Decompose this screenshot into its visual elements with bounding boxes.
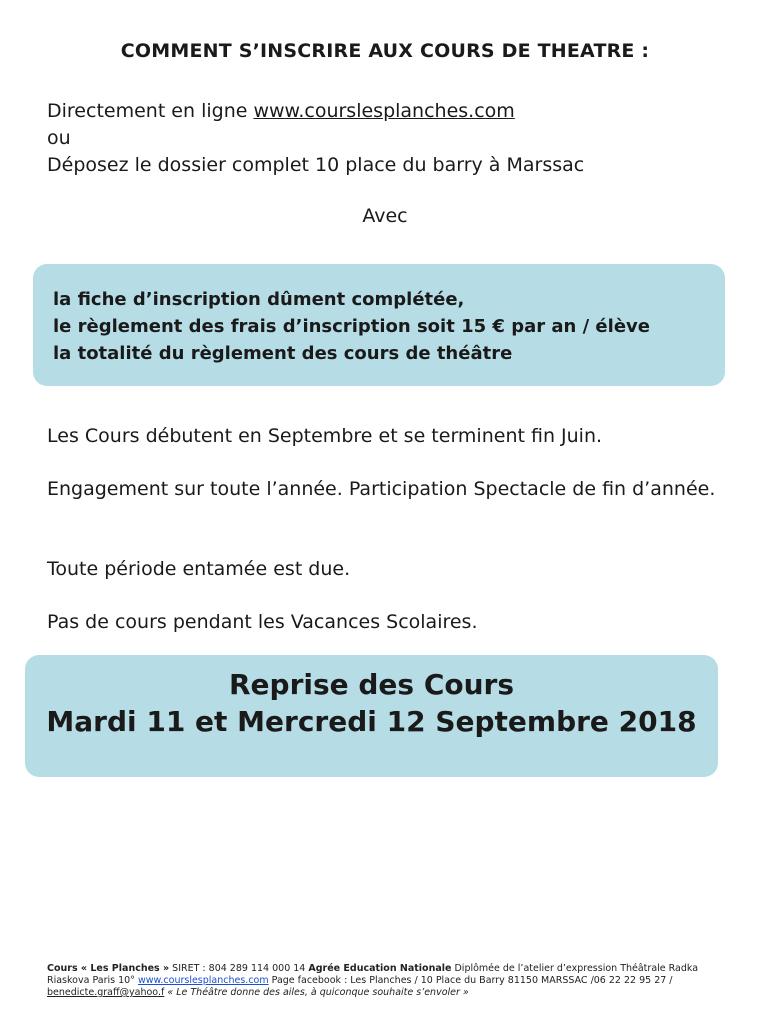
footer-quote: « Le Théâtre donne des ailes, à quiconque souhaite s’envoler »: [164, 987, 469, 998]
requirements-box: [33, 264, 725, 386]
info-start-end: Les Cours débutent en Septembre et se terminent fin Juin.: [47, 425, 603, 447]
intro-block: [47, 98, 584, 179]
intro-line-online: [47, 98, 584, 125]
footer-facebook-address: Page facebook : Les Planches / 10 Place du Barry 81150 MARSSAC /06 22 22 95 27 /: [268, 975, 673, 986]
info-period-due: Toute période entamée est due.: [47, 558, 351, 580]
footer-diplome: Diplômée de l’atelier d’expression Théâtrale Radka Riaskova Paris 10°: [47, 963, 699, 986]
footer-agree: Agrée Education Nationale: [308, 963, 452, 974]
requirement-item: le règlement des frais d’inscription soit 15 € par an / élève: [53, 316, 650, 337]
reprise-dates: Mardi 11 et Mercredi 12 Septembre 2018: [46, 705, 697, 738]
website-link[interactable]: www.courslesplanches.com: [253, 100, 515, 122]
footer-website-link[interactable]: www.courslesplanches.com: [137, 975, 269, 986]
intro-or: ou: [47, 127, 71, 149]
intro-online-label: Directement en ligne: [47, 100, 254, 122]
footer-siret: SIRET : 804 289 114 000 14: [169, 963, 309, 974]
footer: [47, 963, 707, 999]
requirement-item: la fiche d’inscription dûment complétée,: [53, 289, 465, 310]
avec-label: Avec: [362, 205, 408, 227]
footer-email-link[interactable]: benedicte.graff@yahoo.f: [47, 987, 165, 998]
info-engagement: Engagement sur toute l’année. Participation Spectacle de fin d’année.: [47, 478, 716, 500]
info-holidays: Pas de cours pendant les Vacances Scolaires.: [47, 611, 478, 633]
footer-name: Cours « Les Planches »: [47, 963, 170, 974]
requirement-item: la totalité du règlement des cours de théâtre: [53, 343, 513, 364]
reprise-title: Reprise des Cours: [228, 668, 515, 701]
reprise-box: [25, 655, 718, 777]
intro-deposit: Déposez le dossier complet 10 place du barry à Marssac: [47, 154, 585, 176]
page-title: COMMENT S’INSCRIRE AUX COURS DE THEATRE :: [120, 40, 650, 62]
